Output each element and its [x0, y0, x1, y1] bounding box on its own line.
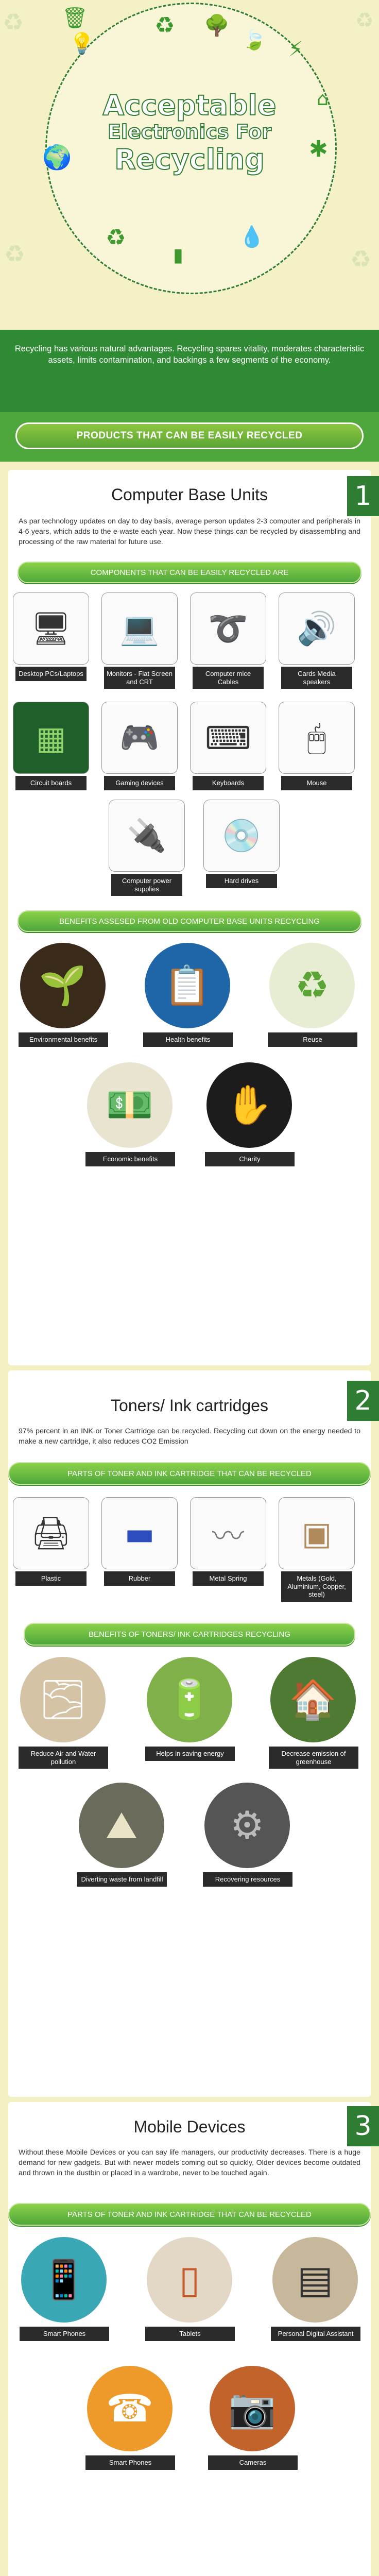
- section-title: Computer Base Units: [111, 485, 268, 504]
- part-card: [190, 1497, 267, 1586]
- benefit-item: [85, 1062, 174, 1166]
- recycle-icon: ♻: [355, 9, 374, 32]
- device-item: [208, 2366, 297, 2470]
- benefit-item: [143, 943, 232, 1047]
- benefit-item: [77, 1783, 166, 1887]
- benefit-label: Reuse: [268, 1032, 357, 1047]
- power-supply-icon: 🔌: [109, 800, 185, 872]
- water-drop-icon: 💧: [239, 225, 265, 249]
- component-card: [190, 702, 267, 790]
- reuse-icon: ♻: [269, 943, 355, 1028]
- camera-icon: 📷: [210, 2366, 295, 2451]
- device-label: Personal Digital Assistant: [271, 2327, 360, 2341]
- section-toners: [8, 1370, 371, 2097]
- hero-header: [0, 0, 379, 330]
- section-title: Toners/ Ink cartridges: [111, 1396, 268, 1415]
- section-number: 2: [347, 1381, 379, 1421]
- benefit-item: [19, 943, 107, 1047]
- keyboard-icon: ⌨: [190, 702, 266, 774]
- card-label: Metals (Gold, Aluminium, Copper, steel): [281, 1571, 352, 1602]
- hero-title-line2: Electronics For: [107, 121, 271, 144]
- benefit-label: Helps in saving energy: [145, 1747, 235, 1761]
- plant-icon: 🌱: [20, 943, 106, 1028]
- globe-icon: 🌍: [42, 143, 72, 171]
- phone-icon: ☎: [87, 2366, 173, 2451]
- recycle-icon: ♻: [350, 245, 372, 273]
- card-label: Computer power supplies: [111, 874, 182, 896]
- benefit-item: [203, 1783, 291, 1887]
- benefit-item: [205, 1062, 294, 1166]
- benefit-item: [268, 943, 356, 1047]
- component-card: [190, 592, 267, 689]
- benefit-label: Diverting waste from landfill: [77, 1872, 167, 1887]
- recycle-bin-icon: ♻: [106, 225, 126, 251]
- greenhouse-icon: 🏠: [270, 1657, 356, 1742]
- part-card: [12, 1497, 90, 1586]
- card-label: Hard drives: [206, 874, 277, 888]
- component-card: [278, 702, 355, 790]
- plastic-icon: 🖨: [13, 1497, 89, 1569]
- section-text: Without these Mobile Devices or you can say life managers, our productivity decreases. There is a huge demand for new gadgets. But with newer models coming out so quickly, Older devices become outdated and thrown in the dustbin or placed in a wardrobe, never to be touched again.: [19, 2148, 360, 2178]
- section-mobile-devices: [8, 2102, 371, 2576]
- intro-text: Recycling has various natural advantages. Recycling spares vitality, moderates characteristic assets, limits contamination, and backings a few segments of the economy.: [0, 330, 379, 412]
- card-label: Keyboards: [193, 776, 264, 790]
- components-pill: COMPONENTS THAT CAN BE EASILY RECYCLED ARE: [18, 562, 361, 583]
- section-number: 3: [347, 2106, 379, 2146]
- card-label: Mouse: [281, 776, 352, 790]
- hero-title-line1: Acceptable: [102, 89, 277, 122]
- benefit-label: Reduce Air and Water pollution: [19, 1747, 108, 1769]
- benefits-pill: BENEFITS OF TONERS/ INK CARTRIDGES RECYCLING: [24, 1623, 355, 1646]
- recycle-icon: ♻: [3, 8, 24, 36]
- energy-icon: 🔋: [147, 1657, 232, 1742]
- card-label: Computer mice Cables: [193, 667, 264, 689]
- section-title: Mobile Devices: [133, 2117, 246, 2136]
- device-label: Tablets: [145, 2327, 235, 2341]
- health-icon: 📋: [145, 943, 230, 1028]
- bulb-icon: 💡: [69, 32, 95, 56]
- benefit-item: [19, 1657, 107, 1769]
- card-label: Monitors - Flat Screen and CRT: [104, 667, 175, 689]
- component-card: [108, 800, 185, 896]
- device-item: [85, 2366, 174, 2470]
- leaf-icon: 🍃: [242, 28, 267, 51]
- benefits-pill: BENEFITS ASSESED FROM OLD COMPUTER BASE UNITS RECYCLING: [18, 910, 361, 932]
- card-label: Circuit boards: [15, 776, 87, 790]
- windmill-icon: ✱: [309, 136, 328, 162]
- component-card: [278, 592, 355, 689]
- section-number: 1: [347, 476, 379, 516]
- device-item: [271, 2237, 359, 2341]
- metal-icon: ▣: [279, 1497, 355, 1569]
- card-label: Cards Media speakers: [281, 667, 352, 689]
- speaker-icon: 🔊: [279, 592, 355, 665]
- device-label: Smart Phones: [20, 2327, 109, 2341]
- section-computer-base-units: [8, 470, 371, 1365]
- part-card: [278, 1497, 355, 1602]
- component-card: [12, 592, 90, 681]
- benefit-label: Health benefits: [143, 1032, 233, 1047]
- lightning-icon: ⚡: [288, 38, 303, 61]
- device-item: [20, 2237, 108, 2341]
- device-label: Smart Phones: [85, 2455, 175, 2470]
- monitor-icon: 💻: [101, 592, 178, 665]
- section-text: As par technology updates on day to day basis, average person updates 2-3 computer and peripherals in 4-6 years, which adds to the e-waste each year. Now these things can be recycled by disassembling and processing of the raw material for future use.: [19, 517, 360, 547]
- hand-icon: ✋: [206, 1062, 292, 1148]
- battery-icon: ▮: [173, 245, 183, 266]
- benefit-item: [145, 1657, 234, 1761]
- component-card: [12, 702, 90, 790]
- rubber-icon: ▬: [101, 1497, 178, 1569]
- benefit-item: [269, 1657, 357, 1769]
- pda-icon: ▤: [272, 2237, 358, 2323]
- spring-icon: 〰: [190, 1497, 266, 1569]
- card-label: Plastic: [15, 1571, 87, 1586]
- part-card: [101, 1497, 178, 1586]
- benefit-label: Decrease emission of greenhouse: [269, 1747, 358, 1769]
- card-label: Metal Spring: [193, 1571, 264, 1586]
- card-label: Rubber: [104, 1571, 175, 1586]
- trash-icon: 🗑: [62, 6, 88, 30]
- mouse-icon: 🖱: [279, 702, 355, 774]
- hero-title: [51, 90, 328, 175]
- benefit-label: Economic benefits: [85, 1152, 175, 1166]
- circuit-icon: ▦: [13, 702, 89, 774]
- component-card: [203, 800, 280, 888]
- device-label: Cameras: [208, 2455, 298, 2470]
- parts-pill: PARTS OF TONER AND INK CARTRIDGE THAT CAN BE RECYCLED: [8, 1462, 371, 1485]
- section-text: 97% percent in an INK or Toner Cartridge can be recycled. Recycling cut down on the energy needed to make a new cartridge, it also reduces CO2 Emission: [19, 1427, 360, 1446]
- recycle-icon: ♻: [4, 240, 26, 268]
- parts-pill: PARTS OF TONER AND INK CARTRIDGE THAT CAN BE RECYCLED: [8, 2203, 371, 2226]
- component-card: [101, 702, 178, 790]
- card-label: Gaming devices: [104, 776, 175, 790]
- main-banner: PRODUCTS THAT CAN BE EASILY RECYCLED: [15, 422, 364, 449]
- benefit-label: Environmental benefits: [19, 1032, 108, 1047]
- gamepad-icon: 🎮: [101, 702, 178, 774]
- house-icon: ⌂: [317, 89, 329, 110]
- smartphone-icon: 📱: [21, 2237, 107, 2323]
- tablet-icon: ▯: [147, 2237, 232, 2323]
- resources-icon: ⚙: [204, 1783, 290, 1868]
- benefit-label: Charity: [205, 1152, 295, 1166]
- benefit-label: Recovering resources: [203, 1872, 292, 1887]
- recycle-icon: ♻: [154, 12, 175, 39]
- card-label: Desktop PCs/Laptops: [15, 667, 87, 681]
- desktop-icon: 🖥: [13, 592, 89, 665]
- tree-icon: 🌳: [204, 14, 230, 38]
- hero-title-line3: Recycling: [114, 143, 265, 176]
- pollution-icon: 🌫: [20, 1657, 106, 1742]
- device-item: [145, 2237, 234, 2341]
- landfill-icon: ⛰: [79, 1783, 164, 1868]
- component-card: [101, 592, 178, 689]
- cable-icon: ➰: [190, 592, 266, 665]
- money-icon: 💵: [87, 1062, 173, 1148]
- hard-drive-icon: 💿: [203, 800, 280, 872]
